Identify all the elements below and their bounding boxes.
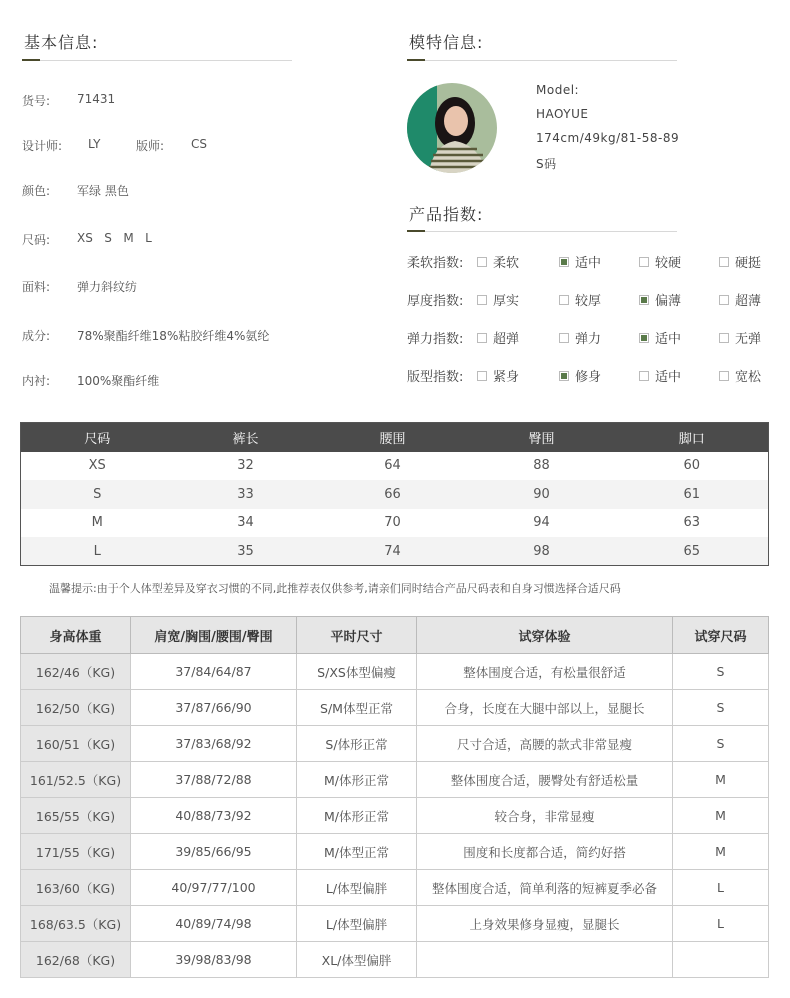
index-option [559,328,601,347]
info-row-lining [22,372,159,389]
table-row [21,906,769,942]
checkbox-icon [639,371,649,381]
index-option [559,366,601,385]
table-cell: 161/52.5（KG) [21,762,131,798]
table-row [21,480,769,509]
try-on-table [20,616,769,978]
table-cell [673,942,769,978]
checkbox-icon [559,371,569,381]
table-cell: 尺寸合适，高腰的款式非常显瘦 [417,726,673,762]
index-option-label: 弹力 [575,332,602,347]
table-cell: 围度和长度都合适，简约好搭 [417,834,673,870]
index-option [559,252,601,271]
table-cell: 88 [533,458,550,474]
table-cell: M/体形正常 [297,798,417,834]
model-info-divider [407,60,677,61]
table-row [21,452,769,481]
table-cell: 165/55（KG) [21,798,131,834]
table-cell: 94 [533,515,550,531]
checkbox-icon [477,257,487,267]
col-header: 平时尺寸 [297,617,417,654]
table-row [21,834,769,870]
checkbox-icon [559,295,569,305]
index-option [719,366,761,385]
table-cell: 168/63.5（KG) [21,906,131,942]
info-key: 颜色: [22,184,51,198]
index-option [719,328,761,347]
table-row [21,509,769,538]
table-cell: 61 [616,480,769,509]
table-cell: 60 [683,458,701,474]
table-cell: M [673,798,769,834]
index-option-label: 适中 [655,332,682,347]
info-key: 内衬: [22,374,51,388]
index-option-label: 较厚 [575,294,602,309]
col-header: 脚口 [616,423,769,452]
table-row [21,690,769,726]
index-label: 弹力指数: [407,332,464,347]
table-cell: 34 [237,515,254,531]
info-key: 成分: [22,329,51,343]
model-photo [407,83,497,173]
table-cell: 39/85/66/95 [131,834,297,870]
table-cell: 162/46（KG) [21,654,131,690]
table-row [21,726,769,762]
table-cell: S [673,726,769,762]
table-cell: 较合身，非常显瘦 [417,798,673,834]
table-cell: 163/60（KG) [21,870,131,906]
table-cell: 171/55（KG) [21,834,131,870]
index-option-label: 宽松 [735,370,762,385]
index-option-label: 紧身 [493,370,520,385]
info-row-designer [22,137,207,154]
checkbox-icon [559,333,569,343]
table-cell: 74 [318,537,468,566]
table-row [21,870,769,906]
info-row-fabric [22,278,137,295]
basic-info-divider [22,60,292,61]
table-cell: 160/51（KG) [21,726,131,762]
table-row [21,942,769,978]
table-cell: S/体形正常 [297,726,417,762]
table-row [21,798,769,834]
table-cell: 90 [468,480,616,509]
table-cell: S [673,654,769,690]
col-header: 尺码 [21,423,174,452]
table-cell: M [673,762,769,798]
index-option-label: 无弹 [735,332,762,347]
info-row-sku [22,92,115,109]
index-option [559,290,601,309]
checkbox-icon [559,257,569,267]
table-cell: S/M体型正常 [297,690,417,726]
checkbox-icon [719,295,729,305]
table-cell: M/体型正常 [297,834,417,870]
product-index-title: 产品指数: [409,205,484,224]
table-cell: 65 [616,537,769,566]
table-cell: 40/88/73/92 [131,798,297,834]
index-option-label: 硬挺 [735,256,762,271]
index-row [407,328,772,348]
table-cell: L [673,906,769,942]
index-option [477,366,519,385]
info-row-size [22,231,152,248]
info-key: 尺码: [22,233,51,247]
table-cell: M [91,515,103,531]
size-chart-header [21,423,769,452]
col-header: 试穿尺码 [673,617,769,654]
table-cell: 整体围度合适，腰臀处有舒适松量 [417,762,673,798]
model-size: S码 [536,157,557,171]
try-on-header [21,617,769,654]
checkbox-icon [719,371,729,381]
table-cell: 32 [237,458,254,474]
info-value: 71431 [77,92,116,106]
size-chart-table [20,422,769,566]
table-cell [417,942,673,978]
checkbox-icon [639,295,649,305]
col-header: 肩宽/胸围/腰围/臀围 [131,617,297,654]
table-cell: 整体围度合适，简单利落的短裤夏季必备 [417,870,673,906]
info-key: 设计师: [22,139,63,153]
table-cell: 整体围度合适，有松量很舒适 [417,654,673,690]
info-value: 100%聚酯纤维 [77,374,160,388]
checkbox-icon [719,333,729,343]
index-label: 版型指数: [407,370,464,385]
info-row-color [22,182,129,199]
model-measurements: 174cm/49kg/81-58-89 [536,131,680,145]
checkbox-icon [477,295,487,305]
checkbox-icon [477,371,487,381]
index-option-label: 适中 [575,256,602,271]
index-option-label: 超弹 [493,332,520,347]
table-row [21,762,769,798]
table-cell: 39/98/83/98 [131,942,297,978]
table-cell: S [673,690,769,726]
size-tip: 温馨提示:由于个人体型差异及穿衣习惯的不同,此推荐表仅供参考,请亲们同时结合产品尺码表和自身习惯选择合适尺码 [49,582,621,595]
col-header: 臀围 [468,423,616,452]
table-row [21,537,769,566]
table-cell: M [673,834,769,870]
checkbox-icon [639,333,649,343]
index-option-label: 柔软 [493,256,520,271]
index-option [639,328,681,347]
col-header: 试穿体验 [417,617,673,654]
index-option [639,366,681,385]
table-cell: L/体型偏胖 [297,906,417,942]
table-cell: 70 [384,515,401,531]
info-value: 弹力斜纹纺 [77,280,138,294]
index-row [407,366,772,386]
table-cell: 66 [318,480,468,509]
table-cell: 37/84/64/87 [131,654,297,690]
table-cell: 64 [384,458,401,474]
info-value-2: CS [191,137,207,151]
table-cell: 33 [174,480,318,509]
col-header: 裤长 [174,423,318,452]
table-cell: S/XS体型偏瘦 [297,654,417,690]
table-cell: S [21,480,174,509]
info-value: LY [88,137,101,151]
col-header: 腰围 [318,423,468,452]
index-label: 厚度指数: [407,294,464,309]
basic-info-title: 基本信息: [24,33,99,52]
table-cell: 37/88/72/88 [131,762,297,798]
table-cell: L [21,537,174,566]
table-cell: 63 [683,515,701,531]
index-option-label: 偏薄 [655,294,682,309]
info-value: XS S M L [77,231,152,245]
table-cell: 40/97/77/100 [131,870,297,906]
table-row [21,654,769,690]
index-option [477,252,519,271]
index-option-label: 修身 [575,370,602,385]
index-row [407,290,772,310]
info-value: 78%聚酯纤维18%粘胶纤维4%氨纶 [77,329,270,343]
index-option [477,290,519,309]
index-option [639,252,681,271]
index-option-label: 适中 [655,370,682,385]
info-key: 货号: [22,94,51,108]
table-cell: 40/89/74/98 [131,906,297,942]
index-option [639,290,681,309]
table-cell: 162/68（KG) [21,942,131,978]
checkbox-icon [477,333,487,343]
index-option-label: 厚实 [493,294,520,309]
info-key-2: 版师: [136,139,165,153]
table-cell: 35 [174,537,318,566]
table-cell: 162/50（KG) [21,690,131,726]
index-row [407,252,772,272]
index-option [719,290,761,309]
model-label: Model: [536,83,580,97]
table-cell: XL/体型偏胖 [297,942,417,978]
col-header: 身高体重 [21,617,131,654]
index-label: 柔软指数: [407,256,464,271]
table-cell: XS [88,458,106,474]
table-cell: 37/83/68/92 [131,726,297,762]
checkbox-icon [639,257,649,267]
table-cell: 上身效果修身显瘦，显腿长 [417,906,673,942]
table-cell: 98 [468,537,616,566]
table-cell: L [673,870,769,906]
info-key: 面料: [22,280,51,294]
model-info-title: 模特信息: [409,33,484,52]
product-index-divider [407,231,677,232]
model-name: HAOYUE [536,107,589,121]
checkbox-icon [719,257,729,267]
table-cell: 合身，长度在大腿中部以上，显腿长 [417,690,673,726]
table-cell: 37/87/66/90 [131,690,297,726]
index-option-label: 较硬 [655,256,682,271]
index-option [719,252,761,271]
info-value: 军绿 黑色 [77,184,129,198]
info-row-composition [22,327,269,344]
index-option-label: 超薄 [735,294,762,309]
table-cell: L/体型偏胖 [297,870,417,906]
index-option [477,328,519,347]
table-cell: M/体形正常 [297,762,417,798]
